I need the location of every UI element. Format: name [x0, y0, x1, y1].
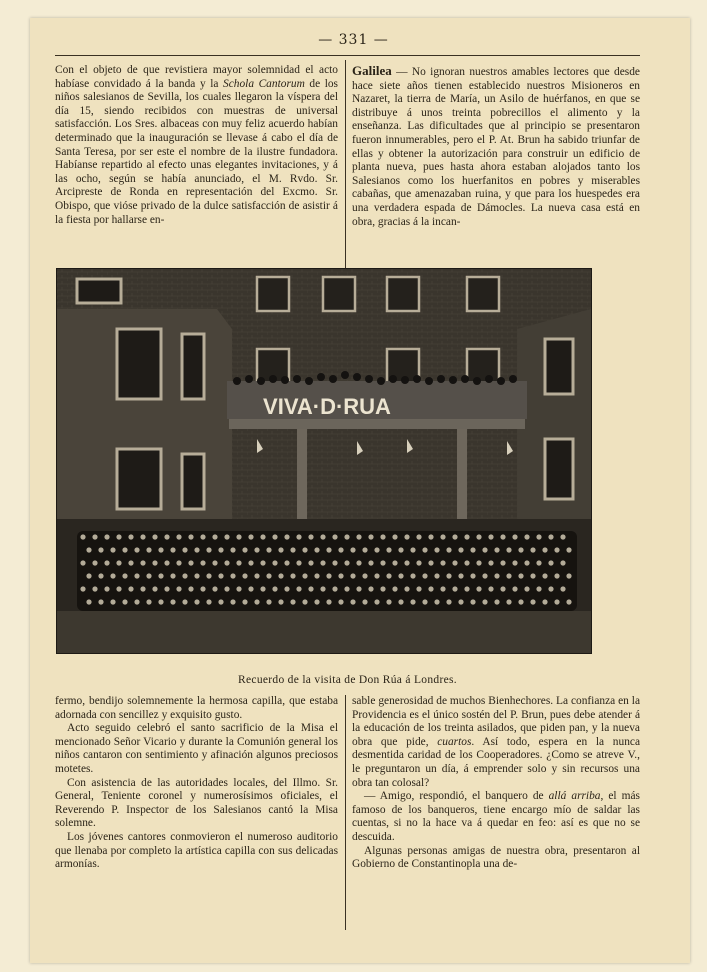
text-run: sable generosidad de muchos Bienhechores. La confianza en la Providencia es el único sostén del P. Brun, pues debe atender á la educación de los treinta asilados, que piden pan, y la nueva obra que pide,	[352, 695, 640, 748]
text-run: , el más famoso de los banqueros, tiene encargo mío de saldar las cuentas, si no la hace va á quedar en feo: así es que no se descuida.	[352, 790, 640, 843]
paragraph	[352, 790, 640, 844]
column-left-bottom	[55, 695, 338, 872]
column-divider	[345, 695, 346, 930]
banner-text: VIVA·D·RUA	[263, 394, 391, 419]
paragraph	[352, 695, 640, 790]
column-right-bottom	[352, 695, 640, 872]
schola-cantorum-text: Schola Cantorum	[223, 77, 305, 90]
paragraph: Con asistencia de las autoridades locales, del Illmo. Sr. General, Teniente coronel y numerosísimos oficiales, el Reverendo P. Inspector de los Salesianos cantó la Misa solemne.	[55, 776, 338, 830]
text-run: — Amigo, respondió, el banquero de	[364, 790, 549, 803]
cuartos-text: cuartos	[437, 735, 472, 748]
page-number: — 331 —	[318, 32, 389, 48]
alla-arriba-text: allá arriba	[548, 790, 601, 803]
text-run: — No ignoran nuestros amables lectores que desde hace siete años tienen establecido nuestros Misioneros en Nazaret, la tierra de María, un Asilo de huérfanos, en que se distribuye á unos treinta pobrecillos el alimento y la enseñanza. Las dificultades que al principio se presentaron fueron innumerables, pero el P. At. Brun ha sabido triunfar de ellas y obtener la autorización para construir un edificio de planta nueva, pues hasta ahora estaban alojados tanto los Salesianos como los huerfanitos en pobres y miserables cabañas, que amenazaban ruina, y que para los huespedes era una verdadera espada de Dámocles. La nueva casa está en obra, gracias á la incan-	[352, 66, 640, 228]
paragraph	[55, 64, 338, 227]
section-heading: Galilea	[352, 63, 392, 78]
header-rule	[55, 55, 640, 56]
paragraph: fermo, bendijo solemnemente la hermosa capilla, que estaba adornada con sencillez y exquisito gusto.	[55, 695, 338, 721]
column-divider	[345, 60, 346, 268]
paragraph	[352, 64, 640, 229]
paragraph: Los jóvenes cantores conmovieron el numeroso auditorio que llenaba por completo la artística capilla con sus delicadas armonías.	[55, 830, 338, 871]
text-run: de los niños salesianos de Sevilla, los cuales llegaron la víspera del día 15, siendo recibidos con muestras de universal satisfacción. Los Sres. albaceas con muy feliz acuerdo habían determinado que la inauguración se llevase á cabo el día de Santa Teresa, por ser este el nombre de la ilustre fundadora. Habíanse repartido al efecto unas elegantes invitaciones, y á las ocho, según se había anunciado, el M. Rvdo. Sr. Arcipreste de Ronda en representación del Excmo. Sr. Obispo, que vióse privado de la dulce satisfacción de asistir á la fiesta por hallarse en-	[55, 77, 338, 226]
photo-caption: Recuerdo de la visita de Don Rúa á Londres.	[238, 674, 457, 686]
paragraph: Algunas personas amigas de nuestra obra, presentaron al Gobierno de Constantinopla una de-	[352, 844, 640, 871]
column-right-top	[352, 64, 640, 229]
paragraph: Acto seguido celebró el santo sacrificio de la Misa el mencionado Señor Vicario y durante la Comunión general los niños cantaron con sentimiento y afinación algunos preciosos motetes.	[55, 722, 338, 775]
text-run: Con el objeto de que revistiera mayor solemnidad el acto habíase convidado á la banda y la	[55, 64, 338, 90]
photograph	[56, 268, 592, 654]
text-run: . Así todo, espera en la nunca desmentida caridad de los Cooperadores. ¿Como se atreve V., le preguntaron un día, á emprender solo y sin recursos una obra tan colosal?	[352, 735, 640, 789]
group-photo-illustration	[57, 269, 591, 653]
column-left-top	[55, 64, 338, 227]
